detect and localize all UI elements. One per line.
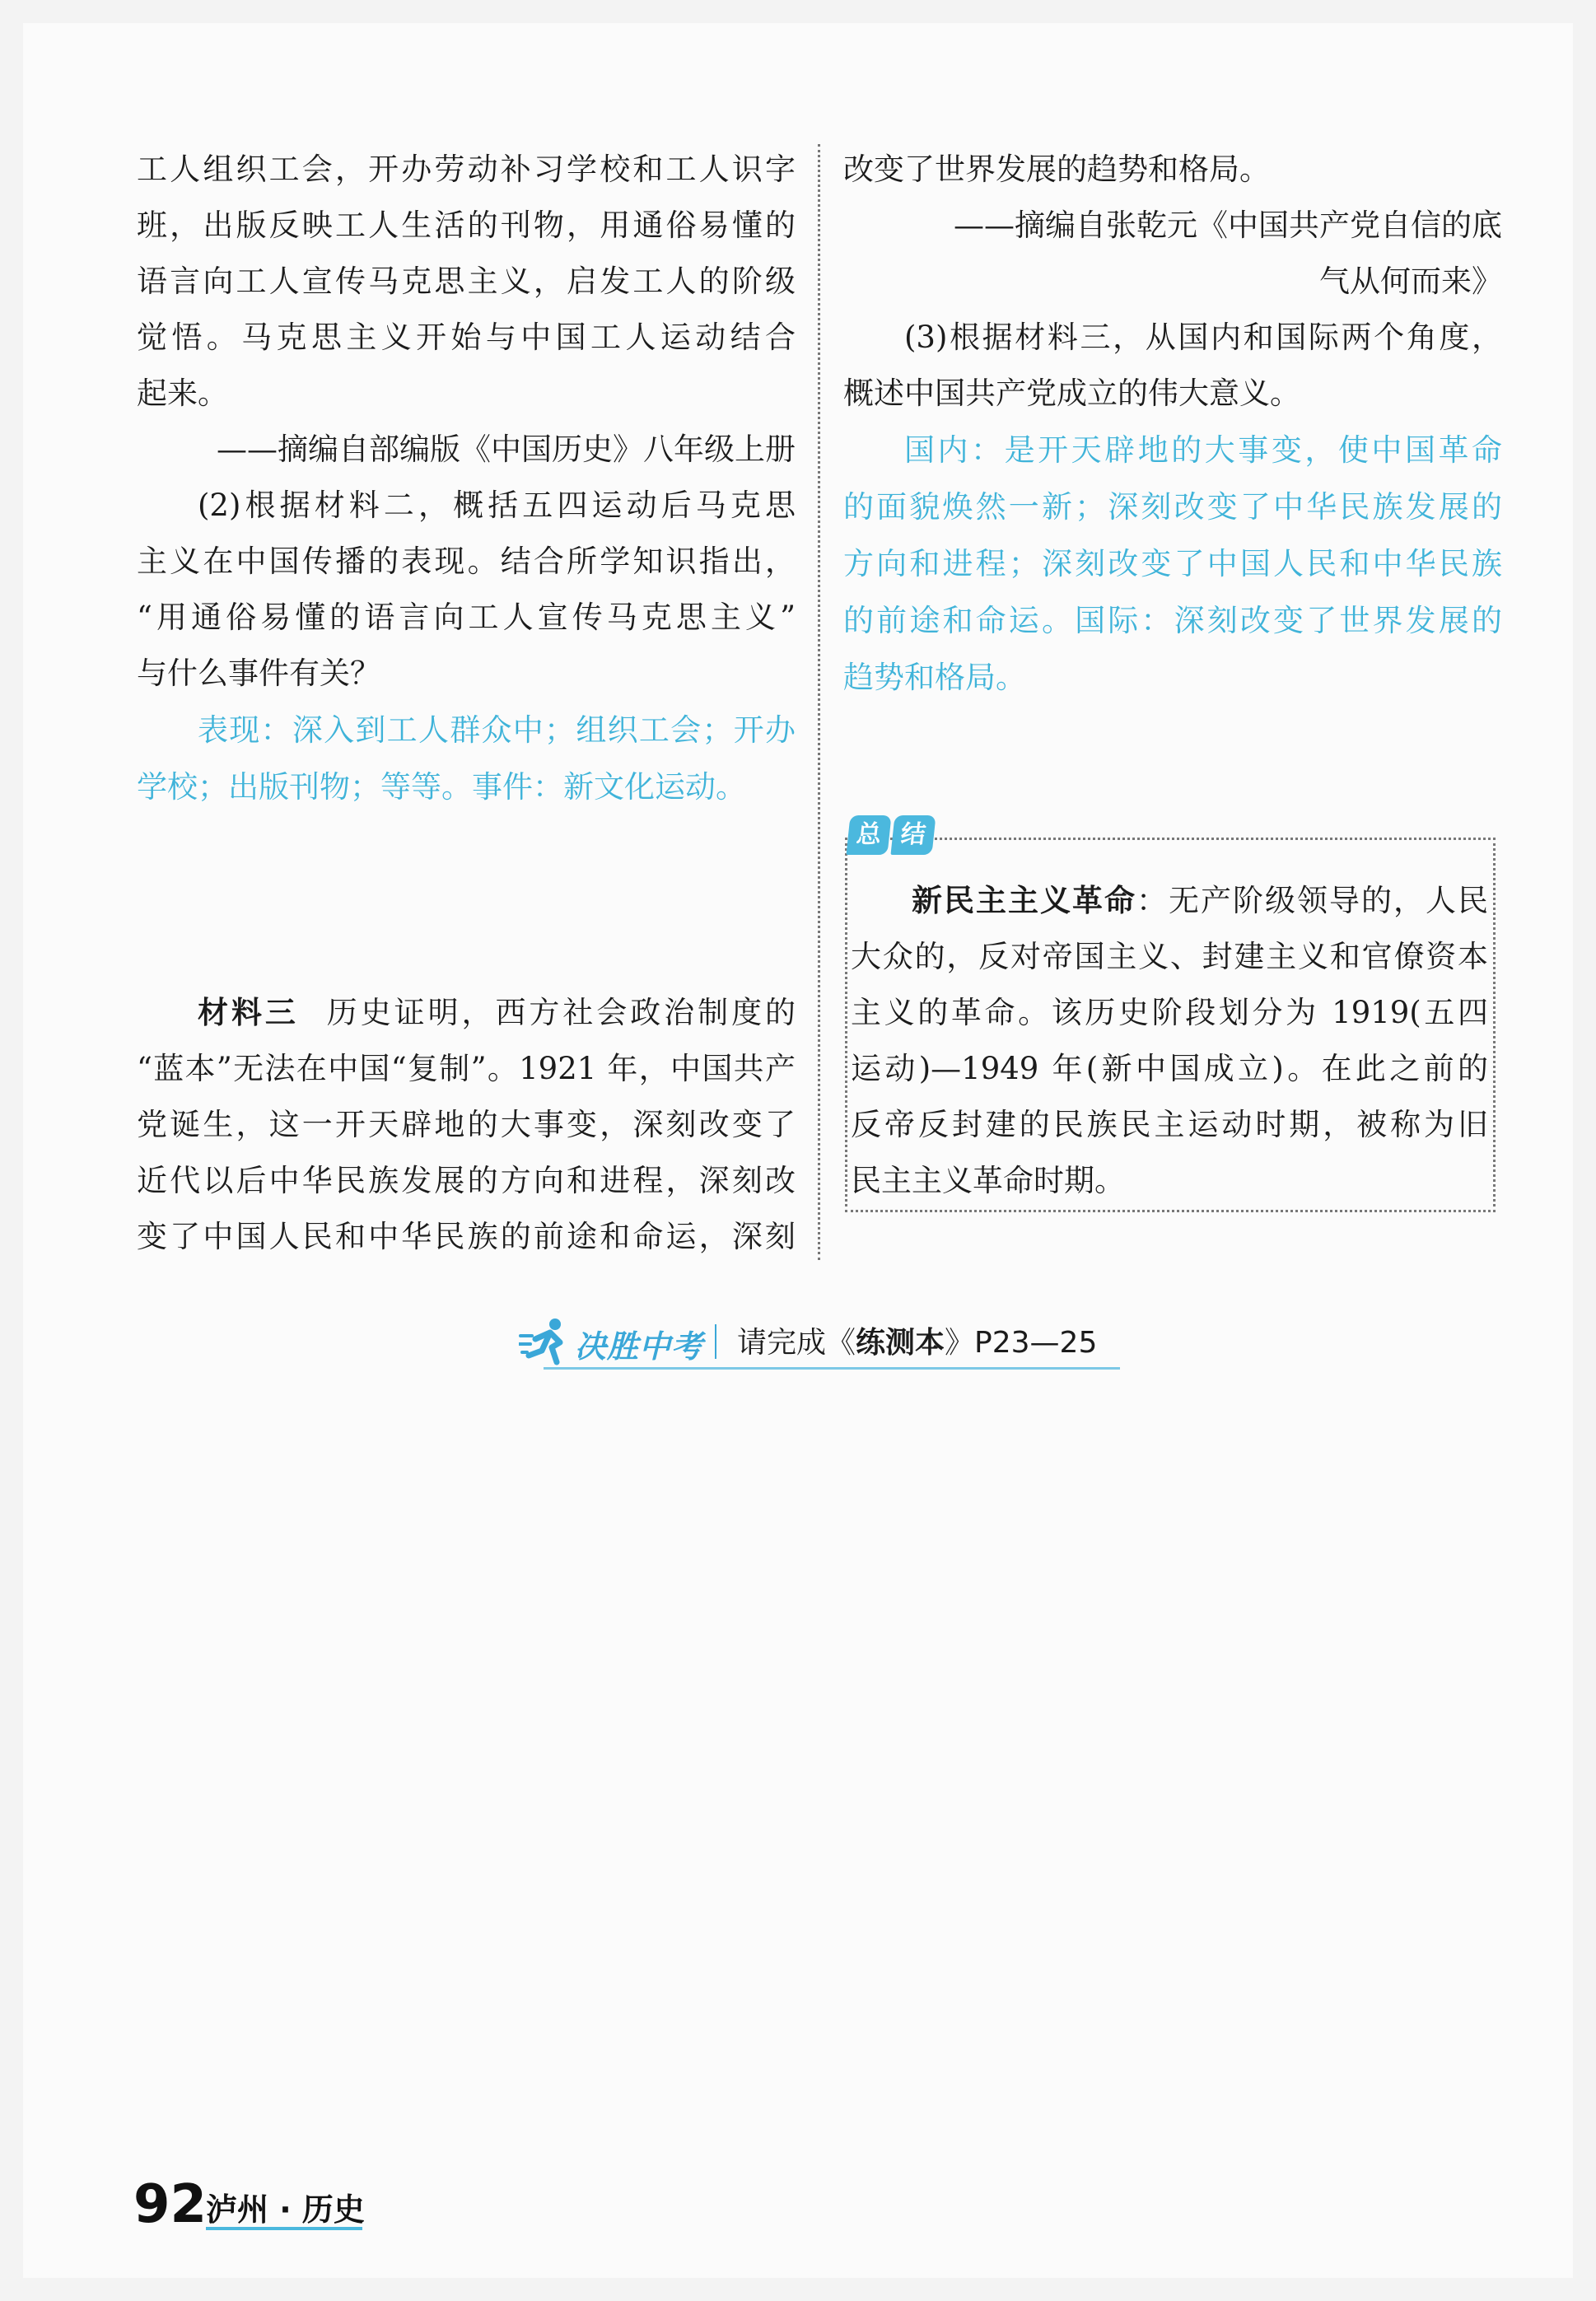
- material3-source: ——摘编自张乾元《中国共产党自信的底: [954, 208, 1502, 243]
- summary-line: 主义的革命。该历史阶段划分为 1919(五四: [851, 995, 1488, 1030]
- material3-first-line: [137, 985, 796, 1041]
- question2-line: 与什么事件有关？: [137, 656, 380, 691]
- material3-line: 党诞生，这一开天辟地的大事变，深刻改变了: [137, 1107, 796, 1142]
- material3-end: 改变了世界发展的趋势和格局。: [843, 152, 1270, 187]
- answer3-line: 的前途和命运。国际：深刻改变了世界发展的: [843, 603, 1502, 638]
- summary-first-line: [851, 873, 1488, 929]
- answer-space: [137, 815, 796, 985]
- left-column: [137, 142, 796, 1265]
- right-column: [843, 142, 1502, 706]
- book-label: 泸州 · 历史: [206, 2191, 365, 2228]
- material2-line: 语言向工人宣传马克思主义，启发工人的阶级: [137, 264, 796, 299]
- summary-term: 新民主主义革命: [912, 883, 1136, 918]
- material2-line: 班，出版反映工人生活的刊物，用通俗易懂的: [137, 208, 796, 243]
- material3-line: “蓝本”无法在中国“复制”。1921 年，中国共产: [137, 1051, 796, 1086]
- question2-line: “用通俗易懂的语言向工人宣传马克思主义”: [137, 600, 796, 635]
- exam-logo: [511, 1309, 712, 1375]
- page-number: 92: [133, 2174, 208, 2235]
- summary-line: 大众的，反对帝国主义、封建主义和官僚资本: [851, 939, 1488, 974]
- book-label-underline: [206, 2227, 362, 2230]
- material3-line: 变了中国人民和中华民族的前途和命运，深刻: [137, 1219, 796, 1254]
- banner-prompt: [737, 1319, 1097, 1361]
- summary-line: 民主主义革命时期。: [851, 1163, 1125, 1198]
- answer2-line: 表现：深入到工人群众中；组织工会；开办: [198, 712, 796, 748]
- material2-line: 工人组织工会，开办劳动补习学校和工人识字: [137, 152, 796, 187]
- column-divider: [818, 144, 820, 1260]
- prompt-book: 练测本: [856, 1326, 945, 1360]
- logo-text: 决胜中考: [575, 1328, 704, 1365]
- summary-tag-char: 结: [890, 815, 936, 855]
- summary-first-text: ：无产阶级领导的，人民: [1136, 883, 1488, 918]
- material2-line: 觉悟。马克思主义开始与中国工人运动结合: [137, 320, 796, 355]
- material3-source: 气从何而来》: [1319, 264, 1502, 299]
- banner-separator: [715, 1324, 716, 1359]
- answer3-line: 趋势和格局。: [843, 660, 1026, 695]
- question2-line: (2)根据材料二，概括五四运动后马克思: [198, 488, 796, 523]
- prompt-prefix: 请完成《: [737, 1326, 856, 1360]
- exam-banner: [511, 1309, 1120, 1375]
- material2-source: ——摘编自部编版《中国历史》八年级上册: [217, 432, 796, 467]
- summary-box: [845, 838, 1496, 1212]
- runner-icon: [519, 1314, 576, 1372]
- summary-line: 运动)—1949 年(新中国成立)。在此之前的: [851, 1051, 1488, 1086]
- banner-underline: [544, 1367, 1120, 1370]
- question3-line: (3)根据材料三，从国内和国际两个角度，: [904, 320, 1502, 355]
- material3-first-text: 历史证明，西方社会政治制度的: [323, 995, 796, 1030]
- material3-label: 材料三: [198, 995, 299, 1030]
- answer3-line: 国内：是开天辟地的大事变，使中国革命: [904, 432, 1502, 468]
- material3-line: 近代以后中华民族发展的方向和进程，深刻改: [137, 1163, 796, 1198]
- question2-line: 主义在中国传播的表现。结合所学知识指出，: [137, 544, 796, 579]
- prompt-suffix: 》P23—25: [945, 1326, 1098, 1360]
- summary-tag-char: 总: [846, 815, 891, 855]
- answer3-line: 方向和进程；深刻改变了中国人民和中华民族: [843, 546, 1502, 581]
- answer3-line: 的面貌焕然一新；深刻改变了中华民族发展的: [843, 489, 1502, 525]
- summary-tag: [848, 815, 934, 858]
- question3-line: 概述中国共产党成立的伟大意义。: [843, 376, 1300, 411]
- answer2-line: 学校；出版刊物；等等。事件：新文化运动。: [137, 769, 746, 805]
- material2-line: 起来。: [137, 376, 228, 411]
- summary-line: 反帝反封建的民族民主运动时期，被称为旧: [851, 1107, 1488, 1142]
